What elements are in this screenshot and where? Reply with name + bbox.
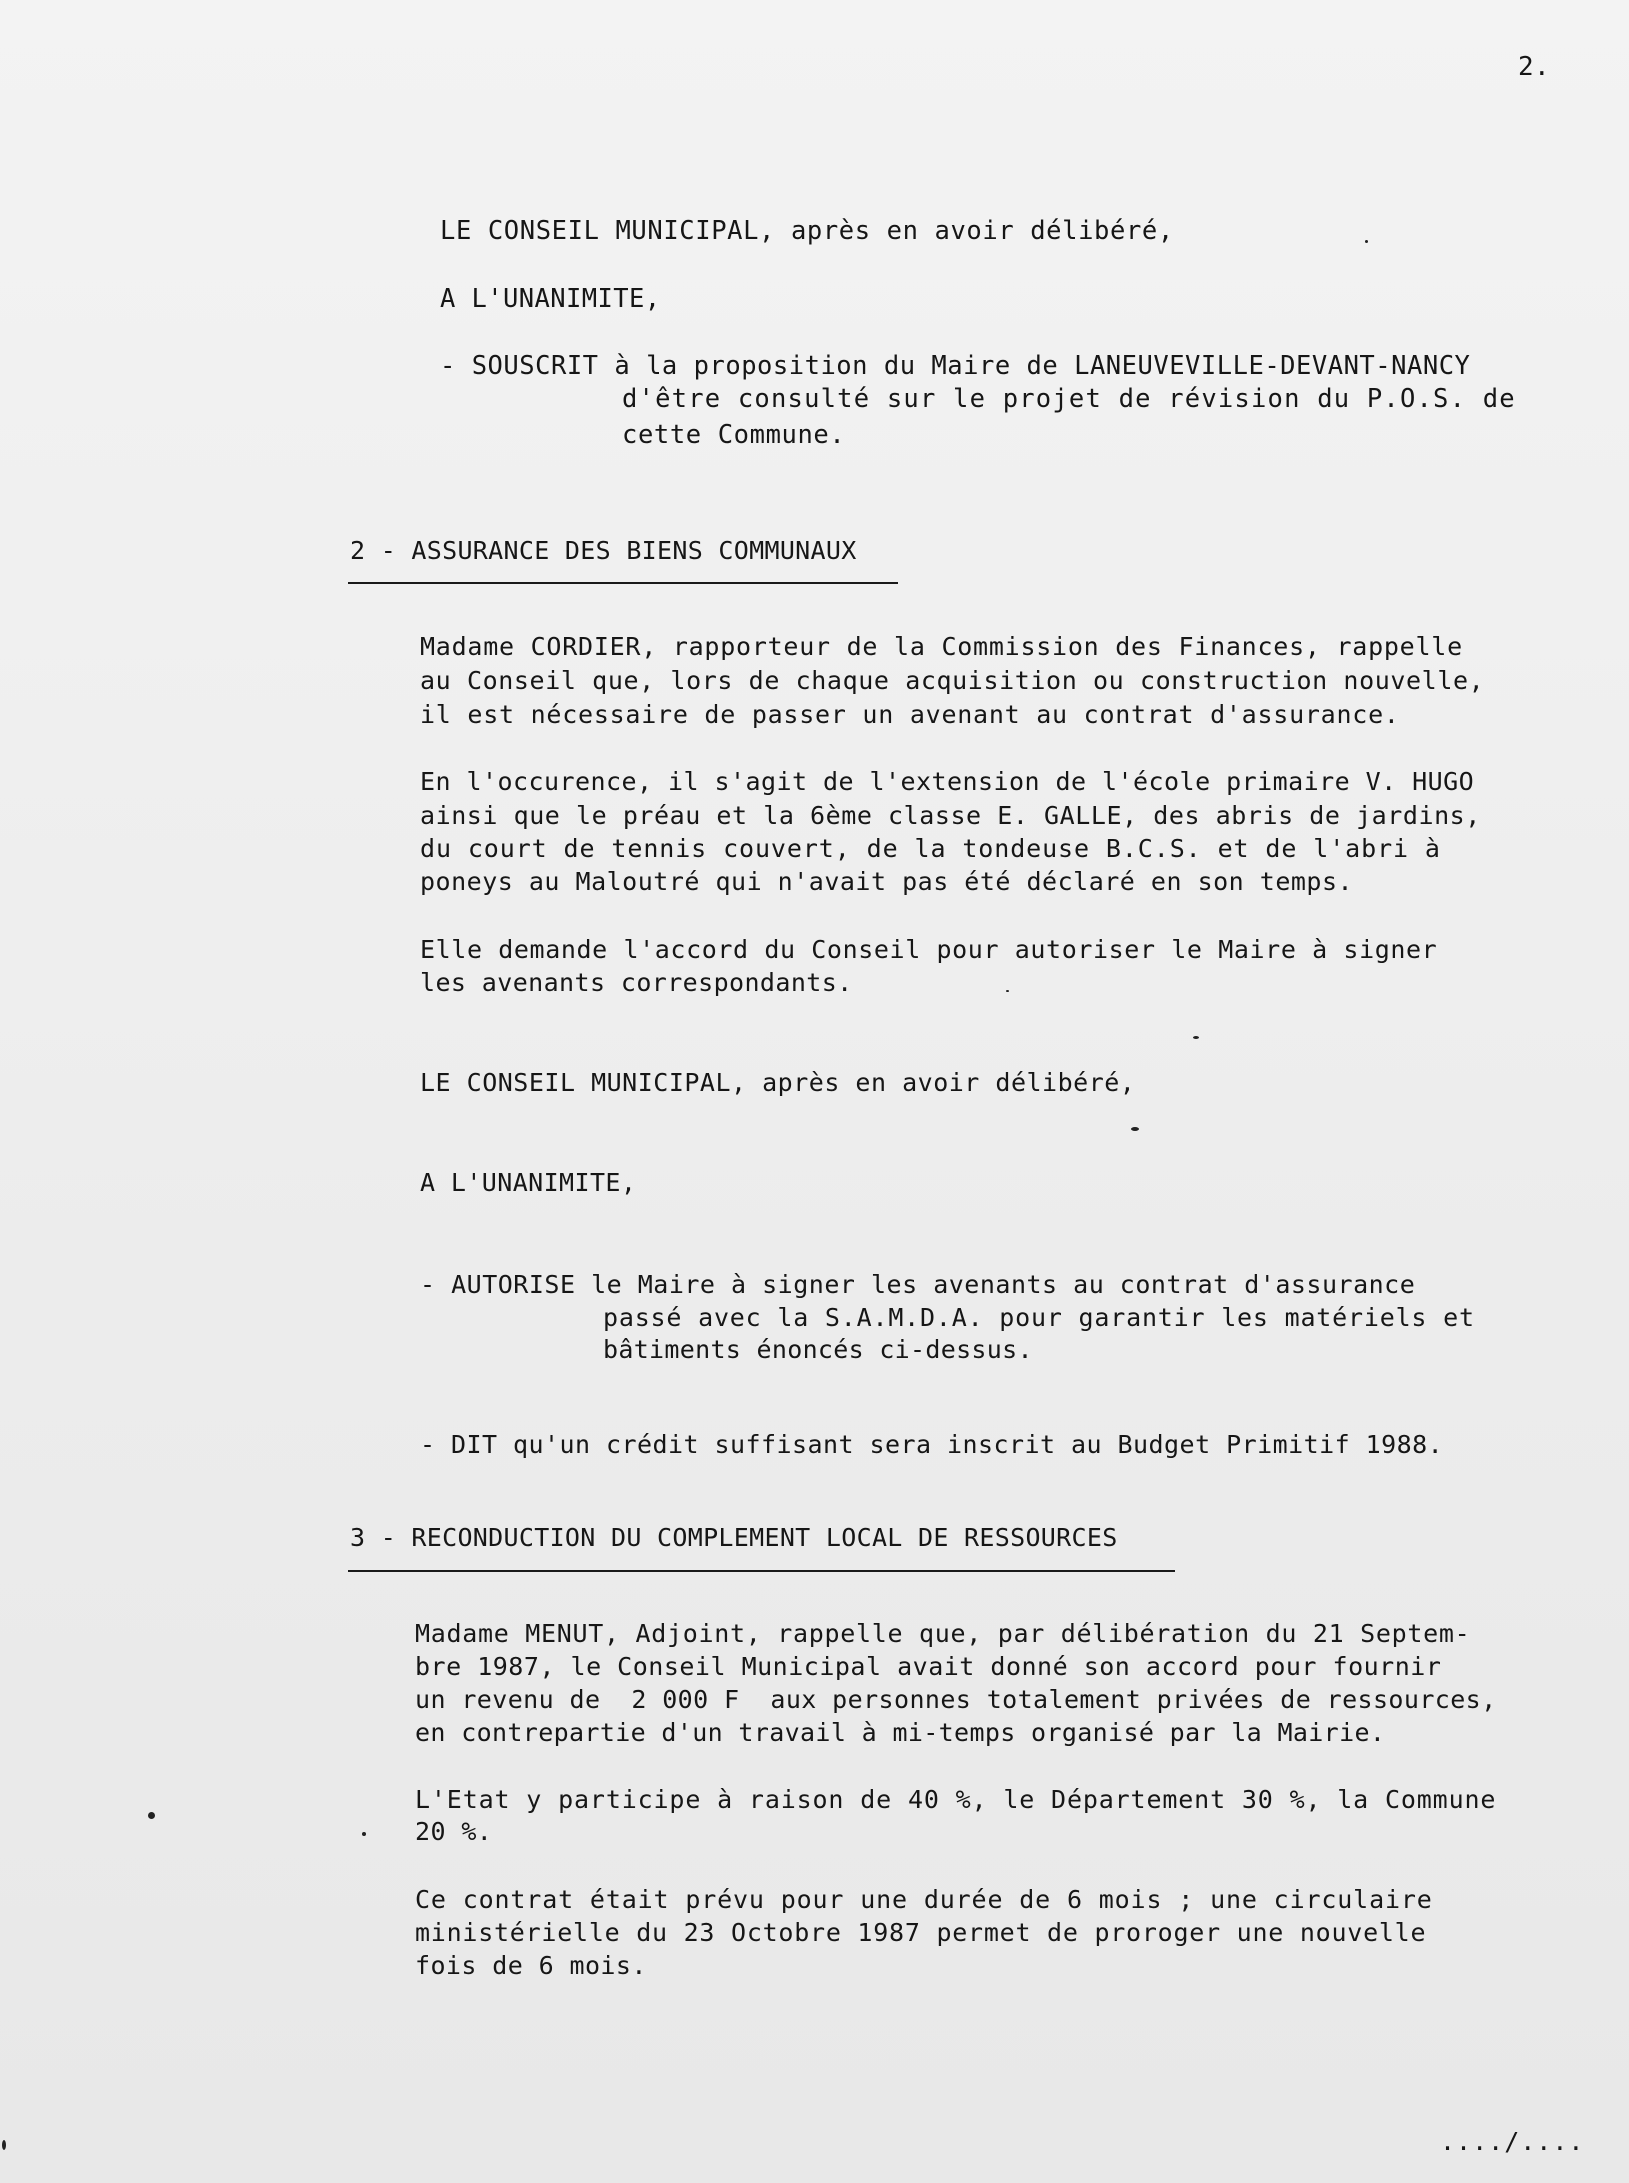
section-2-heading: 2 - ASSURANCE DES BIENS COMMUNAUX <box>350 536 857 565</box>
decision-authorize-cont: passé avec la S.A.M.D.A. pour garantir les matériels et <box>603 1303 1475 1332</box>
paragraph-line: du court de tennis couvert, de la tondeuse B.C.S. et de l'abri à <box>420 834 1441 863</box>
paragraph-line: au Conseil que, lors de chaque acquisition ou construction nouvelle, <box>420 666 1485 695</box>
paragraph-line: Madame MENUT, Adjoint, rappelle que, par délibération du 21 Septem- <box>415 1619 1471 1648</box>
page-number: 2. <box>1518 52 1551 82</box>
paragraph-line: un revenu de 2 000 F aux personnes totalement privées de ressources, <box>415 1685 1497 1714</box>
paragraph-line: Ce contrat était prévu pour une durée de 6 mois ; une circulaire <box>415 1885 1433 1914</box>
section-3-heading: 3 - RECONDUCTION DU COMPLEMENT LOCAL DE RESSOURCES <box>350 1523 1118 1552</box>
decision-authorize: - AUTORISE le Maire à signer les avenants au contrat d'assurance <box>420 1270 1416 1299</box>
paragraph-line: les avenants correspondants. <box>420 968 853 997</box>
paragraph-line: L'Etat y participe à raison de 40 %, le Département 30 %, la Commune <box>415 1785 1497 1814</box>
scan-speck <box>1193 1036 1199 1039</box>
section-3-underline <box>348 1570 1175 1572</box>
decision-authorize-cont: bâtiments énoncés ci-dessus. <box>603 1335 1033 1364</box>
paragraph-line: Elle demande l'accord du Conseil pour autoriser le Maire à signer <box>420 935 1438 964</box>
unanimity-statement: A L'UNANIMITE, <box>420 1168 637 1197</box>
paragraph-line: fois de 6 mois. <box>415 1951 647 1980</box>
unanimity-statement: A L'UNANIMITE, <box>440 284 661 314</box>
council-deliberation-intro: LE CONSEIL MUNICIPAL, après en avoir délibéré, <box>420 1068 1136 1097</box>
paragraph-line: poneys au Maloutré qui n'avait pas été déclaré en son temps. <box>420 867 1354 896</box>
decision-subscribe: - SOUSCRIT à la proposition du Maire de LANEUVEVILLE-DEVANT-NANCY <box>440 351 1471 381</box>
paragraph-line: Madame CORDIER, rapporteur de la Commission des Finances, rappelle <box>420 632 1463 661</box>
decision-subscribe-cont: d'être consulté sur le projet de révision du P.O.S. de <box>622 384 1516 414</box>
paragraph-line: ministérielle du 23 Octobre 1987 permet de proroger une nouvelle <box>415 1918 1427 1947</box>
decision-subscribe-cont: cette Commune. <box>622 420 846 450</box>
scan-speck <box>1365 240 1368 243</box>
scan-speck <box>2 2140 6 2150</box>
scan-speck <box>148 1812 155 1819</box>
scan-speck <box>1006 990 1009 992</box>
decision-budget: - DIT qu'un crédit suffisant sera inscrit au Budget Primitif 1988. <box>420 1430 1444 1459</box>
scan-speck <box>362 1832 366 1836</box>
paragraph-line: ainsi que le préau et la 6ème classe E. GALLE, des abris de jardins, <box>420 801 1481 830</box>
scan-speck <box>1131 1127 1139 1131</box>
paragraph-line: bre 1987, le Conseil Municipal avait donné son accord pour fournir <box>415 1652 1442 1681</box>
paragraph-line: 20 %. <box>415 1817 493 1846</box>
paragraph-line: En l'occurence, il s'agit de l'extension de l'école primaire V. HUGO <box>420 767 1475 796</box>
section-2-underline <box>348 582 898 584</box>
continuation-marker: ..../.... <box>1440 2127 1585 2156</box>
paragraph-line: il est nécessaire de passer un avenant au contrat d'assurance. <box>420 700 1400 729</box>
paragraph-line: en contrepartie d'un travail à mi-temps organisé par la Mairie. <box>415 1718 1386 1747</box>
council-deliberation-intro: LE CONSEIL MUNICIPAL, après en avoir délibéré, <box>440 216 1174 246</box>
